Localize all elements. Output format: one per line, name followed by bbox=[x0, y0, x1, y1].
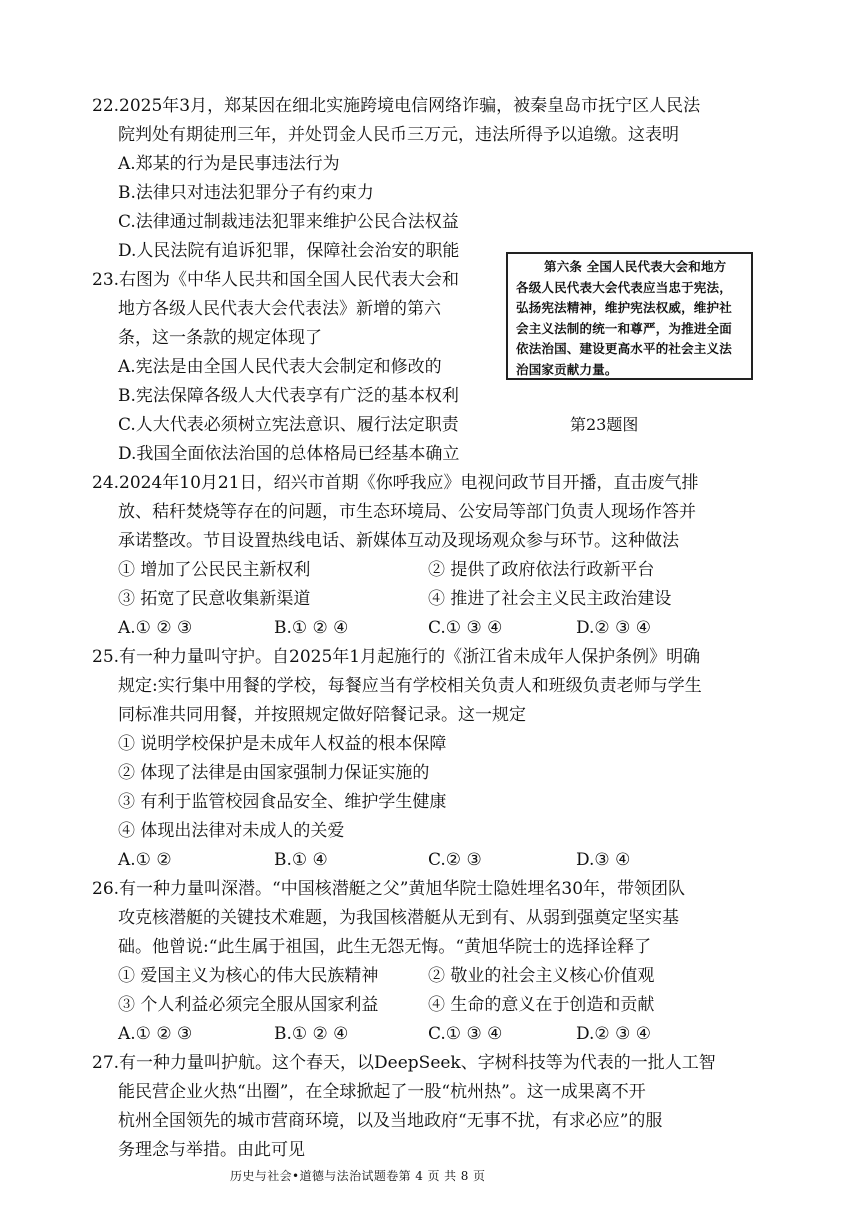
figure-caption: 第23题图 bbox=[570, 415, 639, 434]
law-article-line: 弘扬宪法精神，维护宪法权威，维护社 bbox=[516, 300, 732, 315]
question-23-line-2: 地方各级人民代表大会代表法》新增的第六 bbox=[118, 299, 441, 319]
question-24-item-3: ③ 拓宽了民意收集新渠道 bbox=[118, 589, 311, 609]
question-23-option-a: A.宪法是由全国人民代表大会制定和修改的 bbox=[118, 357, 442, 377]
question-26-item-4: ④ 生命的意义在于创造和贡献 bbox=[428, 995, 655, 1015]
question-25-choice-a: A.① ② bbox=[118, 850, 172, 870]
question-24-choice-c: C.① ③ ④ bbox=[428, 618, 503, 638]
question-26-line-2: 攻克核潜艇的关键技术难题，为我国核潜艇从无到有、从弱到强奠定坚实基 bbox=[118, 908, 679, 928]
law-article-line: 治国家贡献力量。 bbox=[516, 361, 618, 377]
question-22-option-a: A.郑某的行为是民事违法行为 bbox=[118, 154, 340, 174]
question-27-line-2: 能民营企业火热“出圈”，在全球掀起了一股“杭州热”。这一成果离不开 bbox=[118, 1082, 646, 1102]
question-24-line-3: 承诺整改。节目设置热线电话、新媒体互动及现场观众参与环节。这种做法 bbox=[118, 531, 679, 551]
question-27-line-4: 务理念与举措。由此可见 bbox=[118, 1140, 305, 1160]
question-22-option-c: C.法律通过制裁违法犯罪来维护公民合法权益 bbox=[118, 212, 459, 232]
question-24-choice-d: D.② ③ ④ bbox=[576, 618, 651, 638]
question-25-item-2: ② 体现了法律是由国家强制力保证实施的 bbox=[118, 763, 430, 783]
page-footer: 历史与社会•道德与法治试题卷第 4 页 共 8 页 bbox=[230, 1169, 486, 1183]
question-22-option-b: B.法律只对违法犯罪分子有约束力 bbox=[118, 183, 374, 203]
question-23-option-d: D.我国全面依法治国的总体格局已经基本确立 bbox=[118, 444, 460, 464]
question-24-line-1: 24.2024年10月21日，绍兴市首期《你呼我应》电视问政节目开播，直击废气排 bbox=[92, 473, 699, 493]
question-25-choice-d: D.③ ④ bbox=[576, 850, 631, 870]
question-26-choice-b: B.① ② ④ bbox=[274, 1024, 349, 1044]
question-25-item-1: ① 说明学校保护是未成年人权益的根本保障 bbox=[118, 734, 447, 754]
question-24-item-4: ④ 推进了社会主义民主政治建设 bbox=[428, 589, 672, 609]
law-article-line: 第六条 全国人民代表大会和地方 bbox=[544, 259, 727, 274]
law-article-box bbox=[506, 252, 753, 380]
question-23-option-b: B.宪法保障各级人大代表享有广泛的基本权利 bbox=[118, 386, 459, 406]
law-article-line: 依法治国、建设更高水平的社会主义法 bbox=[516, 341, 732, 356]
question-23-line-3: 条，这一条款的规定体现了 bbox=[118, 328, 322, 348]
question-25-item-3: ③ 有利于监管校园食品安全、维护学生健康 bbox=[118, 792, 447, 812]
question-22-line-2: 院判处有期徒刑三年，并处罚金人民币三万元，违法所得予以追缴。这表明 bbox=[118, 125, 679, 145]
question-23-option-c: C.人大代表必须树立宪法意识、履行法定职责 bbox=[118, 415, 459, 435]
question-27-line-1: 27.有一种力量叫护航。这个春天，以DeepSeek、字树科技等为代表的一批人工智 bbox=[92, 1053, 716, 1073]
question-26-item-1: ① 爱国主义为核心的伟大民族精神 bbox=[118, 966, 379, 986]
question-24-choice-b: B.① ② ④ bbox=[274, 618, 349, 638]
question-26-line-1: 26.有一种力量叫深潜。“中国核潜艇之父”黄旭华院士隐姓埋名30年，带领团队 bbox=[92, 879, 686, 899]
law-article-line: 会主义法制的统一和尊严，为推进全面 bbox=[516, 320, 732, 336]
question-26-choice-d: D.② ③ ④ bbox=[576, 1024, 651, 1044]
question-25-choice-b: B.① ④ bbox=[274, 850, 328, 870]
question-26-item-2: ② 敬业的社会主义核心价值观 bbox=[428, 966, 655, 986]
question-25-item-4: ④ 体现出法律对未成人的关爱 bbox=[118, 821, 345, 841]
question-24-item-1: ① 增加了公民民主新权利 bbox=[118, 560, 311, 580]
question-23-line-1: 23.右图为《中华人民共和国全国人民代表大会和 bbox=[92, 270, 460, 290]
question-24-item-2: ② 提供了政府依法行政新平台 bbox=[428, 560, 655, 580]
question-26-item-3: ③ 个人利益必须完全服从国家利益 bbox=[118, 995, 379, 1015]
question-25-line-3: 同标准共同用餐，并按照规定做好陪餐记录。这一规定 bbox=[118, 705, 526, 725]
question-22-option-d: D.人民法院有追诉犯罪，保障社会治安的职能 bbox=[118, 241, 460, 261]
question-24-choice-a: A.① ② ③ bbox=[118, 618, 193, 638]
question-27-line-3: 杭州全国领先的城市营商环境，以及当地政府“无事不扰，有求必应”的服 bbox=[118, 1111, 663, 1131]
question-25-line-1: 25.有一种力量叫守护。自2025年1月起施行的《浙江省未成年人保护条例》明确 bbox=[92, 647, 701, 667]
question-25-line-2: 规定:实行集中用餐的学校，每餐应当有学校相关负责人和班级负责老师与学生 bbox=[118, 676, 702, 696]
law-article-line: 各级人民代表大会代表应当忠于宪法， bbox=[516, 279, 732, 295]
question-24-line-2: 放、秸秆焚烧等存在的问题，市生态环境局、公安局等部门负责人现场作答并 bbox=[118, 502, 696, 522]
question-26-line-3: 础。他曾说:“此生属于祖国，此生无怨无悔。“黄旭华院士的选择诠释了 bbox=[118, 937, 652, 957]
question-26-choice-c: C.① ③ ④ bbox=[428, 1024, 503, 1044]
question-22-line-1: 22.2025年3月，郑某因在细北实施跨境电信网络诈骗，被秦皇岛市抚宁区人民法 bbox=[92, 96, 701, 116]
question-26-choice-a: A.① ② ③ bbox=[118, 1024, 193, 1044]
question-25-choice-c: C.② ③ bbox=[428, 850, 482, 870]
